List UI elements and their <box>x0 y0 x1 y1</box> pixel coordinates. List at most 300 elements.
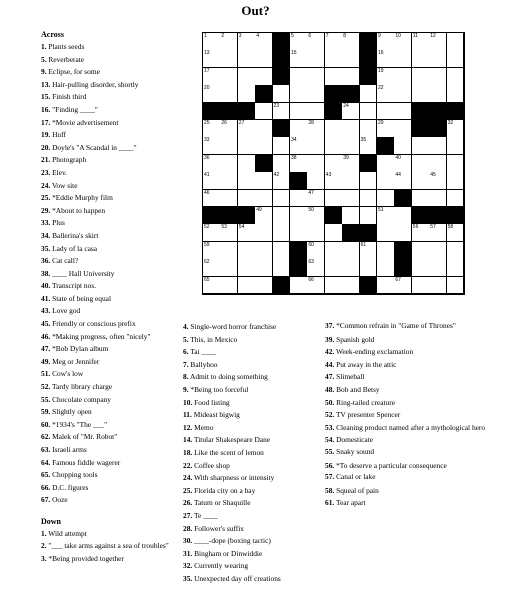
grid-cell[interactable] <box>394 207 412 225</box>
clue-number: 33. <box>41 218 51 228</box>
clue-number: 64. <box>41 457 51 467</box>
grid-cell[interactable] <box>342 277 360 295</box>
grid-cell[interactable] <box>238 242 256 260</box>
clue-item <box>41 528 181 541</box>
clue-item <box>183 359 323 372</box>
grid-cell[interactable] <box>394 172 412 190</box>
cell-number: 26 <box>221 120 227 126</box>
grid-block <box>342 85 360 103</box>
grid-cell[interactable] <box>377 277 395 295</box>
grid-cell[interactable] <box>307 172 325 190</box>
grid-cell[interactable] <box>447 172 465 190</box>
clue-item <box>183 510 323 523</box>
grid-cell[interactable] <box>394 85 412 103</box>
grid-cell[interactable] <box>220 277 238 295</box>
grid-cell[interactable] <box>203 50 221 68</box>
grid-cell[interactable] <box>360 207 378 225</box>
grid-cell[interactable] <box>238 120 256 138</box>
grid-cell[interactable] <box>238 137 256 155</box>
grid-cell[interactable] <box>342 33 360 51</box>
grid-cell[interactable] <box>429 85 447 103</box>
clue-number: 49. <box>41 356 51 366</box>
grid-cell[interactable] <box>360 259 378 277</box>
grid-cell[interactable] <box>238 277 256 295</box>
clue-number: 29. <box>41 205 51 215</box>
grid-cell[interactable] <box>325 277 343 295</box>
grid-cell[interactable] <box>394 103 412 121</box>
cell-number: 32 <box>447 120 454 126</box>
grid-cell[interactable] <box>377 68 395 86</box>
grid-cell[interactable] <box>447 155 465 173</box>
clue-item <box>41 356 181 369</box>
grid-cell[interactable] <box>325 33 343 51</box>
grid-cell[interactable] <box>273 259 291 277</box>
grid-cell[interactable] <box>255 259 273 277</box>
grid-cell[interactable] <box>220 85 238 103</box>
grid-cell[interactable] <box>342 207 360 225</box>
grid-cell[interactable] <box>377 103 395 121</box>
clue-number: 55. <box>41 394 51 404</box>
grid-cell[interactable] <box>325 50 343 68</box>
grid-cell[interactable] <box>220 120 238 138</box>
grid-cell[interactable] <box>238 155 256 173</box>
grid-cell[interactable] <box>377 85 395 103</box>
clue-text: Tatum or Shaquille <box>192 498 251 508</box>
grid-cell[interactable] <box>377 120 395 138</box>
grid-cell[interactable] <box>360 103 378 121</box>
grid-cell[interactable] <box>290 155 308 173</box>
grid-block <box>360 155 378 173</box>
grid-cell[interactable] <box>325 242 343 260</box>
grid-cell[interactable] <box>290 85 308 103</box>
grid-cell[interactable] <box>273 224 291 242</box>
grid-block <box>325 207 343 225</box>
cell-number: 5 <box>291 33 294 39</box>
clue-text: *To deserve a particular consequence <box>334 460 447 470</box>
grid-cell[interactable] <box>447 137 465 155</box>
grid-cell[interactable] <box>429 172 447 190</box>
grid-cell[interactable] <box>429 259 447 277</box>
grid-cell[interactable] <box>203 172 221 190</box>
clue-text: Famous fiddle wagerer <box>50 457 121 467</box>
grid-cell[interactable] <box>429 190 447 208</box>
clue-text: Wild attempt <box>46 529 87 538</box>
clue-item <box>41 343 181 356</box>
clue-item <box>41 230 181 243</box>
grid-cell[interactable] <box>290 103 308 121</box>
clue-text: Chopping tools <box>50 470 98 480</box>
grid-block <box>290 172 308 190</box>
clue-number: 24. <box>183 473 193 483</box>
grid-cell[interactable] <box>220 68 238 86</box>
clue-number: 38. <box>41 268 51 278</box>
clue-text: Israeli arms <box>50 445 87 454</box>
grid-cell[interactable] <box>273 103 291 121</box>
grid-cell[interactable] <box>203 277 221 295</box>
grid-cell[interactable] <box>255 137 273 155</box>
cell-number: 4 <box>256 33 259 39</box>
down-heading: Down <box>41 517 62 526</box>
grid-cell[interactable] <box>307 33 325 51</box>
grid-cell[interactable] <box>238 172 256 190</box>
grid-cell[interactable] <box>290 207 308 225</box>
grid-cell[interactable] <box>255 33 273 51</box>
clue-item <box>183 334 323 347</box>
grid-cell[interactable] <box>273 172 291 190</box>
grid-cell[interactable] <box>220 190 238 208</box>
grid-cell[interactable] <box>377 155 395 173</box>
grid-cell[interactable] <box>447 68 465 86</box>
cell-number: 51 <box>378 207 384 213</box>
grid-cell[interactable] <box>447 85 465 103</box>
grid-cell[interactable] <box>377 224 395 242</box>
clue-item <box>41 457 181 470</box>
grid-cell[interactable] <box>325 172 343 190</box>
grid-cell[interactable] <box>273 137 291 155</box>
clue-text: Tardy library charge <box>50 382 113 392</box>
grid-cell[interactable] <box>290 224 308 242</box>
clue-item <box>183 422 323 435</box>
grid-cell[interactable] <box>220 50 238 68</box>
grid-cell[interactable] <box>342 242 360 260</box>
clue-item <box>41 142 181 155</box>
clue-number: 47. <box>41 344 51 354</box>
clue-number: 20. <box>41 142 51 152</box>
grid-block <box>342 224 360 242</box>
grid-cell[interactable] <box>307 242 325 260</box>
grid-cell[interactable] <box>203 68 221 86</box>
grid-cell[interactable] <box>220 172 238 190</box>
grid-cell[interactable] <box>290 68 308 86</box>
clue-item <box>183 321 323 334</box>
grid-cell[interactable] <box>203 85 221 103</box>
grid-cell[interactable] <box>412 242 430 260</box>
clue-text: Cow's low <box>50 369 84 379</box>
grid-cell[interactable] <box>360 172 378 190</box>
clue-text: Photograph <box>50 155 87 165</box>
clue-item <box>183 573 323 586</box>
grid-cell[interactable] <box>290 120 308 138</box>
clue-text: Ooze <box>50 495 68 505</box>
grid-cell[interactable] <box>307 137 325 155</box>
cell-number: 52 <box>204 224 210 231</box>
clue-text: Transcript nos. <box>50 281 97 291</box>
grid-cell[interactable] <box>290 277 308 295</box>
grid-cell[interactable] <box>255 172 273 190</box>
grid-cell[interactable] <box>325 137 343 155</box>
grid-cell[interactable] <box>255 277 273 295</box>
grid-block <box>447 207 465 225</box>
grid-cell[interactable] <box>412 137 430 155</box>
clue-text: With sharpness or intensity <box>192 473 275 483</box>
grid-cell[interactable] <box>255 207 273 225</box>
grid-cell[interactable] <box>447 277 465 295</box>
grid-cell[interactable] <box>360 190 378 208</box>
grid-cell[interactable] <box>307 85 325 103</box>
clue-number: 21. <box>41 155 51 165</box>
grid-cell[interactable] <box>307 50 325 68</box>
clue-number: 15. <box>41 92 51 102</box>
grid-cell[interactable] <box>307 68 325 86</box>
clue-text: Ring-tailed creature <box>334 397 395 407</box>
grid-cell[interactable] <box>429 224 447 242</box>
grid-block <box>360 277 378 295</box>
grid-cell[interactable] <box>377 50 395 68</box>
grid-cell[interactable] <box>307 120 325 138</box>
grid-cell[interactable] <box>360 120 378 138</box>
clue-text: Squeal of pain <box>334 485 379 495</box>
grid-cell[interactable] <box>255 190 273 208</box>
grid-cell[interactable] <box>342 155 360 173</box>
grid-block <box>238 103 256 121</box>
grid-cell[interactable] <box>342 103 360 121</box>
grid-cell[interactable] <box>255 242 273 260</box>
grid-cell[interactable] <box>290 50 308 68</box>
grid-cell[interactable] <box>342 120 360 138</box>
grid-cell[interactable] <box>342 137 360 155</box>
grid-cell[interactable] <box>325 68 343 86</box>
grid-cell[interactable] <box>447 33 465 51</box>
grid-cell[interactable] <box>447 50 465 68</box>
grid-cell[interactable] <box>203 120 221 138</box>
cell-number: 25 <box>204 120 210 126</box>
grid-cell[interactable] <box>238 224 256 242</box>
grid-cell[interactable] <box>342 68 360 86</box>
grid-cell[interactable] <box>273 207 291 225</box>
grid-cell[interactable] <box>220 137 238 155</box>
grid-cell[interactable] <box>220 155 238 173</box>
across-heading: Across <box>41 30 64 39</box>
grid-cell[interactable] <box>412 190 430 208</box>
clue-item <box>325 384 475 397</box>
grid-cell[interactable] <box>220 242 238 260</box>
grid-cell[interactable] <box>429 155 447 173</box>
clue-text: *About to happen <box>50 205 106 215</box>
grid-cell[interactable] <box>273 242 291 260</box>
cell-number: 19 <box>378 67 384 74</box>
grid-cell[interactable] <box>238 33 256 51</box>
grid-cell[interactable] <box>377 190 395 208</box>
grid-cell[interactable] <box>429 33 447 51</box>
grid-block <box>412 207 430 225</box>
grid-cell[interactable] <box>412 155 430 173</box>
grid-cell[interactable] <box>307 224 325 242</box>
grid-cell[interactable] <box>255 50 273 68</box>
grid-cell[interactable] <box>307 259 325 277</box>
clue-text: Follower's suffix <box>192 523 244 533</box>
grid-cell[interactable] <box>429 68 447 86</box>
grid-block <box>394 259 412 277</box>
clue-text: Chocolate company <box>50 394 111 404</box>
grid-cell[interactable] <box>238 68 256 86</box>
grid-cell[interactable] <box>255 68 273 86</box>
grid-cell[interactable] <box>203 190 221 208</box>
grid-cell[interactable] <box>307 277 325 295</box>
grid-cell[interactable] <box>429 242 447 260</box>
grid-cell[interactable] <box>394 277 412 295</box>
clue-item <box>41 482 181 495</box>
grid-block <box>325 85 343 103</box>
grid-cell[interactable] <box>360 137 378 155</box>
grid-cell[interactable] <box>325 224 343 242</box>
grid-block <box>394 190 412 208</box>
grid-cell[interactable] <box>360 242 378 260</box>
clue-item <box>325 460 475 473</box>
clue-item <box>183 371 323 384</box>
grid-cell[interactable] <box>429 50 447 68</box>
cell-number: 53 <box>221 224 227 231</box>
clue-number: 10. <box>183 397 193 407</box>
grid-cell[interactable] <box>377 242 395 260</box>
grid-cell[interactable] <box>325 120 343 138</box>
clue-text: Finish third <box>50 92 87 102</box>
grid-cell[interactable] <box>412 50 430 68</box>
grid-block <box>360 224 378 242</box>
grid-block <box>360 33 378 51</box>
grid-cell[interactable] <box>290 190 308 208</box>
clue-text: Ballerina's skirt <box>50 230 99 240</box>
grid-cell[interactable] <box>394 155 412 173</box>
grid-cell[interactable] <box>412 85 430 103</box>
grid-cell[interactable] <box>394 33 412 51</box>
grid-cell[interactable] <box>203 224 221 242</box>
cell-number: 50 <box>308 207 314 213</box>
clue-item <box>325 334 475 347</box>
grid-block <box>412 103 430 121</box>
grid-cell[interactable] <box>203 242 221 260</box>
clue-text: Plus <box>50 218 65 228</box>
clue-item <box>41 192 181 205</box>
clue-number: 34. <box>41 230 51 240</box>
cell-number: 57 <box>430 224 436 231</box>
grid-cell[interactable] <box>447 224 465 242</box>
grid-cell[interactable] <box>447 242 465 260</box>
cell-number: 2 <box>221 33 225 39</box>
grid-cell[interactable] <box>203 33 221 51</box>
grid-cell[interactable] <box>238 50 256 68</box>
cell-number: 6 <box>308 33 312 39</box>
cell-number: 58 <box>447 224 454 231</box>
grid-cell[interactable] <box>412 277 430 295</box>
grid-cell[interactable] <box>447 259 465 277</box>
clue-item <box>41 66 181 79</box>
grid-cell[interactable] <box>429 137 447 155</box>
grid-cell[interactable] <box>307 155 325 173</box>
clue-number: 19. <box>41 130 51 140</box>
grid-cell[interactable] <box>360 85 378 103</box>
cell-number: 28 <box>308 120 314 126</box>
grid-cell[interactable] <box>325 190 343 208</box>
grid-cell[interactable] <box>412 33 430 51</box>
grid-cell[interactable] <box>255 120 273 138</box>
clue-item <box>41 180 181 193</box>
grid-cell[interactable] <box>394 50 412 68</box>
grid-cell[interactable] <box>394 137 412 155</box>
grid-cell[interactable] <box>255 224 273 242</box>
grid-cell[interactable] <box>342 50 360 68</box>
cell-number: 3 <box>238 33 242 39</box>
grid-cell[interactable] <box>238 190 256 208</box>
clue-item <box>41 553 181 566</box>
grid-cell[interactable] <box>412 68 430 86</box>
grid-cell[interactable] <box>307 190 325 208</box>
grid-cell[interactable] <box>377 33 395 51</box>
clue-text: Lady of la casa <box>50 243 98 253</box>
grid-cell[interactable] <box>238 259 256 277</box>
grid-cell[interactable] <box>255 103 273 121</box>
grid-cell[interactable] <box>220 259 238 277</box>
grid-cell[interactable] <box>412 224 430 242</box>
clue-number: 1. <box>41 42 47 51</box>
clue-item <box>41 255 181 268</box>
clue-number: 37. <box>325 321 335 330</box>
clue-item <box>183 447 323 460</box>
cell-number: 13 <box>204 50 210 57</box>
clue-number: 65. <box>41 470 51 480</box>
grid-cell[interactable] <box>307 207 325 225</box>
grid-cell[interactable] <box>290 137 308 155</box>
clue-text: *Making progress, often "nicely" <box>50 331 151 341</box>
clue-text: Put away in the attic <box>334 359 397 369</box>
clue-text: Florida city on a bay <box>192 485 256 495</box>
grid-cell[interactable] <box>412 259 430 277</box>
clue-item <box>41 394 181 407</box>
grid-cell[interactable] <box>273 190 291 208</box>
grid-cell[interactable] <box>325 259 343 277</box>
grid-block <box>325 103 343 121</box>
grid-cell[interactable] <box>342 190 360 208</box>
clue-item <box>325 447 475 457</box>
grid-cell[interactable] <box>203 155 221 173</box>
grid-cell[interactable] <box>377 207 395 225</box>
grid-cell[interactable] <box>394 68 412 86</box>
clue-item <box>41 368 181 381</box>
grid-cell[interactable] <box>238 85 256 103</box>
grid-cell[interactable] <box>447 120 465 138</box>
cell-number: 54 <box>238 224 245 231</box>
clue-number: 52. <box>325 410 335 420</box>
clue-number: 9. <box>41 67 47 77</box>
grid-cell[interactable] <box>307 103 325 121</box>
grid-cell[interactable] <box>273 85 291 103</box>
grid-cell[interactable] <box>394 120 412 138</box>
grid-cell[interactable] <box>220 224 238 242</box>
grid-cell[interactable] <box>377 172 395 190</box>
cell-number: 8 <box>343 33 346 39</box>
clue-number: 16. <box>41 104 51 114</box>
grid-cell[interactable] <box>447 190 465 208</box>
grid-cell[interactable] <box>220 33 238 51</box>
grid-cell[interactable] <box>377 259 395 277</box>
grid-cell[interactable] <box>325 155 343 173</box>
grid-cell[interactable] <box>203 259 221 277</box>
clue-item <box>325 397 475 410</box>
clue-number: 67. <box>41 495 51 505</box>
clue-number: 12. <box>183 422 193 432</box>
grid-cell[interactable] <box>273 155 291 173</box>
grid-cell[interactable] <box>342 259 360 277</box>
grid-cell[interactable] <box>394 224 412 242</box>
clue-item <box>41 381 181 394</box>
clue-text: Like the scent of lemon <box>192 447 264 457</box>
grid-cell[interactable] <box>342 172 360 190</box>
grid-cell[interactable] <box>429 277 447 295</box>
clue-text: Mideast bigwig <box>191 410 240 420</box>
grid-cell[interactable] <box>290 33 308 51</box>
grid-cell[interactable] <box>412 172 430 190</box>
clue-text: *Bob Dylan album <box>50 344 109 354</box>
grid-cell[interactable] <box>203 137 221 155</box>
